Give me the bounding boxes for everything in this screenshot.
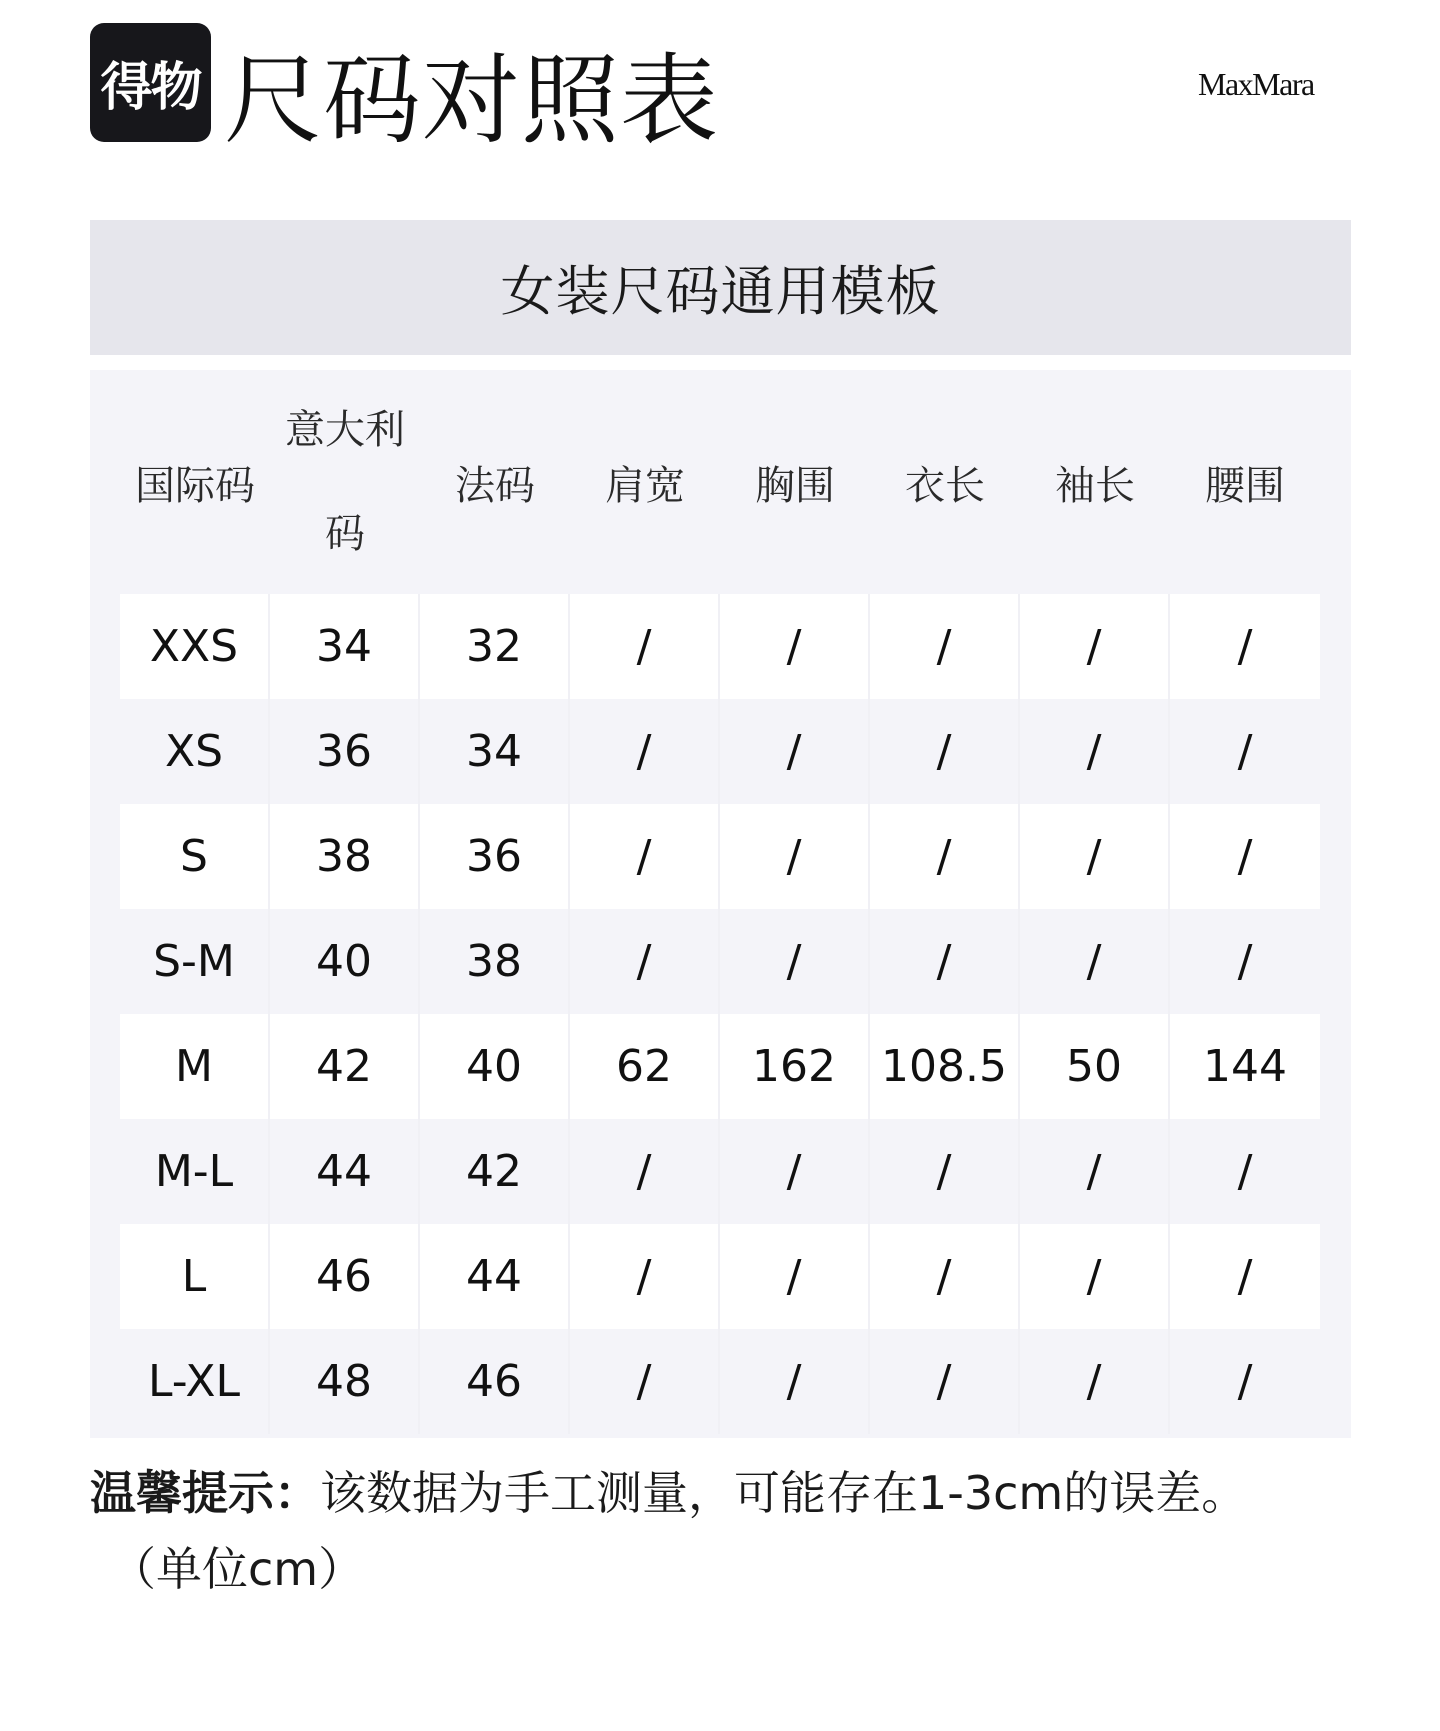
table-header-row [120,370,1320,594]
app-logo-text: 得物 [100,58,201,118]
table-row [120,1224,1320,1329]
table-cell: 34 [420,699,570,804]
column-header-italian-line1: 意大利 [285,407,405,453]
table-cell: 144 [1170,1014,1320,1119]
table-cell: / [720,1329,870,1434]
table-cell: 50 [1020,1014,1170,1119]
table-cell: / [870,1119,1020,1224]
table-cell: / [1020,1119,1170,1224]
table-cell: / [570,804,720,909]
table-cell: 38 [420,909,570,1014]
column-header-shoulder: 肩宽 [605,462,685,509]
table-cell: / [1170,699,1320,804]
table-cell: / [570,1119,720,1224]
table-row [120,909,1320,1014]
brand-logo: MaxMara [1198,66,1314,102]
table-row [120,1119,1320,1224]
table-cell: XS [120,699,270,804]
table-cell: L-XL [120,1329,270,1434]
column-header-italian [270,370,420,594]
table-cell: 42 [420,1119,570,1224]
table-cell: 40 [270,909,420,1014]
table-cell: / [1020,1329,1170,1434]
table-cell: 40 [420,1014,570,1119]
table-row [120,1014,1320,1119]
table-row [120,804,1320,909]
table-cell: 162 [720,1014,870,1119]
table-row [120,594,1320,699]
table-cell: / [1020,594,1170,699]
table-cell: 62 [570,1014,720,1119]
table-cell: / [1170,1329,1320,1434]
table-cell: 34 [270,594,420,699]
note-text: 该数据为手工测量，可能存在1-3cm的误差。 [320,1466,1248,1520]
page-title: 尺码对照表 [224,44,720,158]
table-cell: / [570,909,720,1014]
table-cell: / [1170,909,1320,1014]
table-cell: 108.5 [870,1014,1020,1119]
column-header-bust: 胸围 [755,462,835,509]
column-header-french: 法码 [455,462,535,509]
table-cell: / [1170,594,1320,699]
table-cell: 48 [270,1329,420,1434]
column-header-italian-line2: 码 [325,511,365,557]
size-table [90,370,1351,1438]
table-cell: 46 [270,1224,420,1329]
template-title-bar [90,220,1351,355]
table-cell: / [720,594,870,699]
column-header-international: 国际码 [135,462,255,509]
table-cell: / [720,699,870,804]
table-cell: 42 [270,1014,420,1119]
table-cell: S-M [120,909,270,1014]
table-row [120,1329,1320,1434]
table-cell: / [870,804,1020,909]
table-cell: 32 [420,594,570,699]
table-cell: / [1170,1224,1320,1329]
table-body [120,594,1320,1434]
table-cell: 36 [420,804,570,909]
column-header-waist: 腰围 [1205,462,1285,509]
table-cell: M-L [120,1119,270,1224]
table-cell: / [1020,699,1170,804]
table-row [120,699,1320,804]
table-cell: / [720,1119,870,1224]
table-cell: 44 [270,1119,420,1224]
table-cell: / [870,699,1020,804]
table-cell: L [120,1224,270,1329]
table-cell: / [570,1329,720,1434]
table-cell: / [720,1224,870,1329]
app-logo [90,23,211,142]
template-title: 女装尺码通用模板 [500,260,941,323]
table-cell: / [1020,909,1170,1014]
table-cell: / [720,804,870,909]
table-cell: S [120,804,270,909]
table-cell: / [570,699,720,804]
table-cell: / [720,909,870,1014]
table-cell: M [120,1014,270,1119]
table-cell: 38 [270,804,420,909]
table-cell: 36 [270,699,420,804]
table-cell: / [1020,804,1170,909]
table-cell: / [870,1329,1020,1434]
table-cell: / [1020,1224,1170,1329]
table-cell: / [570,1224,720,1329]
column-header-length: 衣长 [905,462,985,509]
table-cell: / [870,1224,1020,1329]
table-cell: / [570,594,720,699]
table-cell: / [870,594,1020,699]
column-header-sleeve: 袖长 [1055,462,1135,509]
table-cell: / [1170,804,1320,909]
table-cell: / [870,909,1020,1014]
table-cell: 44 [420,1224,570,1329]
note-unit: （单位cm） [110,1542,365,1596]
table-cell: 46 [420,1329,570,1434]
table-cell: XXS [120,594,270,699]
note-label: 温馨提示： [90,1466,320,1520]
table-cell: / [1170,1119,1320,1224]
measurement-note [90,1455,1390,1607]
